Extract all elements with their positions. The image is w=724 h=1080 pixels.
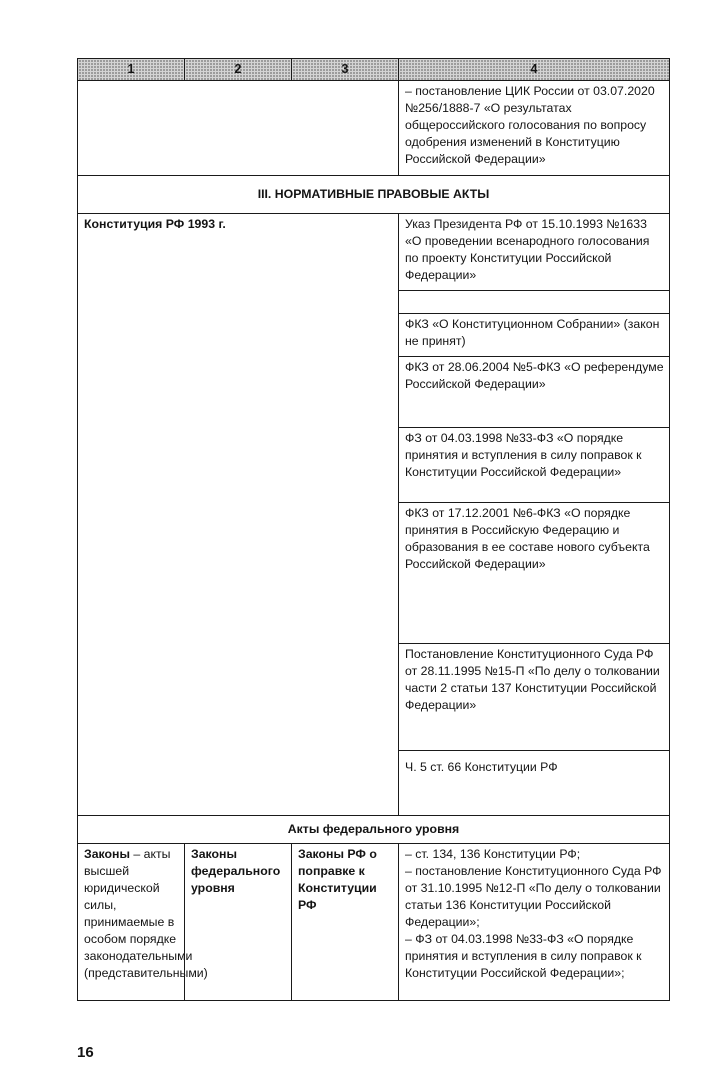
laws-definition-text: – акты высшей юридической силы, принимаемые в особом порядке законодательными (представительными) <box>84 847 208 980</box>
act-cell-empty <box>399 291 670 314</box>
constitution-label: Конституция РФ 1993 г. <box>84 217 226 231</box>
cell-laws-definition <box>78 844 208 1001</box>
section-row <box>78 816 670 844</box>
table-header-row <box>78 59 670 81</box>
act-cell: ФКЗ «О Конституционном Собрании» (закон не принят) <box>399 314 670 357</box>
page-number: 16 <box>77 1044 94 1061</box>
list-item: – постановление Конституционного Суда РФ от 31.10.1995 №12-П «По делу о толковании статьи 136 Конституции Российской Федерации»; <box>405 864 662 929</box>
empty-cell <box>78 81 399 176</box>
list-item: – ст. 134, 136 Конституции РФ; <box>405 847 581 861</box>
legal-acts-table <box>77 58 670 1001</box>
table-row <box>78 214 670 291</box>
header-col-3: 3 <box>292 59 399 81</box>
header-col-4: 4 <box>399 59 670 81</box>
act-cell: ФЗ от 04.03.1998 №33-ФЗ «О порядке принятия и вступления в силу поправок к Конституции Российской Федерации» <box>399 428 670 503</box>
cell-legal-basis-list <box>399 844 670 1001</box>
laws-term: Законы <box>84 847 130 861</box>
act-cell: ФКЗ от 17.12.2001 №6-ФКЗ «О порядке принятия в Российскую Федерацию и образования в ее составе нового субъекта Российской Федерации» <box>399 503 670 644</box>
cell-constitution-1993 <box>78 214 399 816</box>
header-col-2: 2 <box>185 59 292 81</box>
act-cell: ФКЗ от 28.06.2004 №5-ФКЗ «О референдуме Российской Федерации» <box>399 357 670 428</box>
section-title-normative-acts: III. НОРМАТИВНЫЕ ПРАВОВЫЕ АКТЫ <box>78 176 670 214</box>
act-cell: Указ Президента РФ от 15.10.1993 №1633 «О проведении всенародного голосования по проекту Конституции Российской Федерации» <box>399 214 670 291</box>
act-cell: Ч. 5 ст. 66 Конституции РФ <box>399 751 670 816</box>
act-cell: Постановление Конституционного Суда РФ от 28.11.1995 №15-П «По делу о толковании части 2 статьи 137 Конституции Российской Федерации» <box>399 644 670 751</box>
table-row <box>78 844 670 1001</box>
cell-constitution-amendment-laws: Законы РФ о поправке к Конституции РФ <box>292 844 399 1001</box>
cell-cik-resolution: – постановление ЦИК России от 03.07.2020 №256/1888-7 «О результатах общероссийского голосования по вопросу одобрения изменений в Конституцию Российской Федерации» <box>399 81 670 176</box>
header-col-1: 1 <box>78 59 185 81</box>
cell-federal-laws: Законы федерального уровня <box>185 844 292 1001</box>
table-row <box>78 81 670 176</box>
section-title-federal-acts: Акты федерального уровня <box>78 816 670 844</box>
section-row <box>78 176 670 214</box>
list-item: – ФЗ от 04.03.1998 №33-ФЗ «О порядке принятия и вступления в силу поправок к Конституции Российской Федерации»; <box>405 932 642 980</box>
